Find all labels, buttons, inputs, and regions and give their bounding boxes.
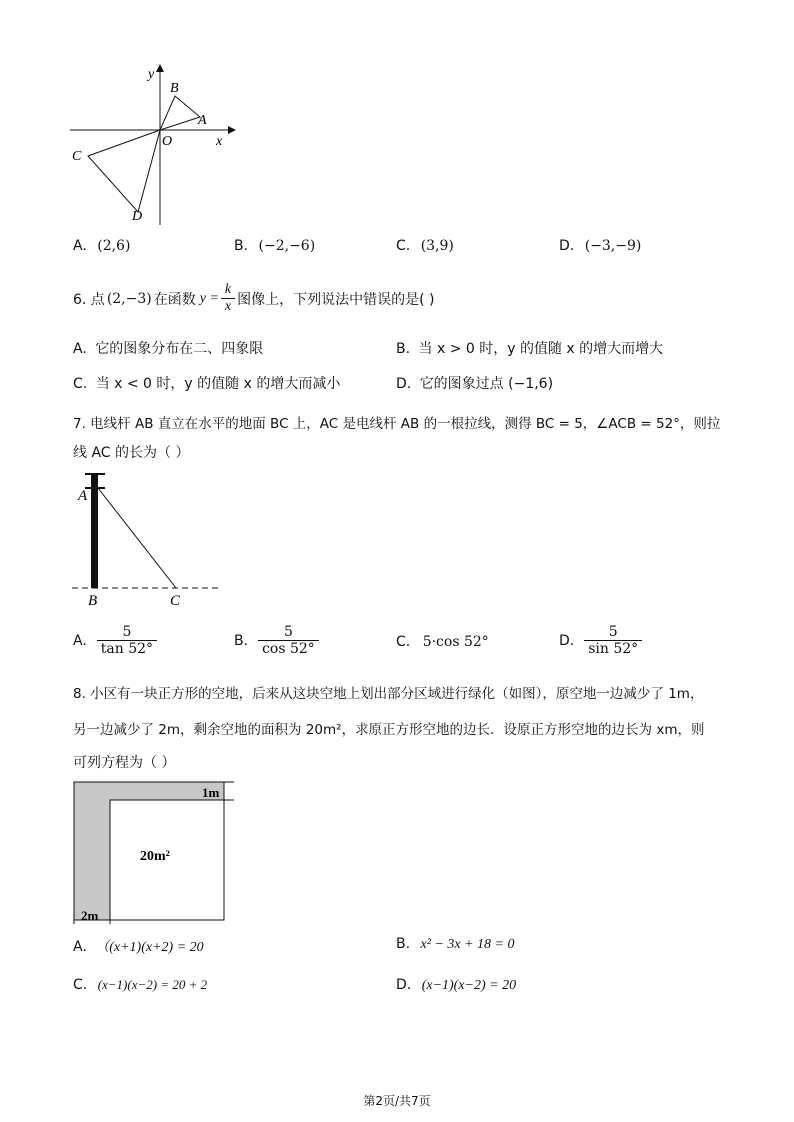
q6-stem bbox=[73, 282, 435, 315]
option-letter: B. bbox=[396, 936, 411, 952]
q5-option-d bbox=[559, 238, 641, 254]
q7-option-d bbox=[559, 624, 644, 657]
fig8-label-2m: 2m bbox=[81, 908, 99, 923]
q8-option-d bbox=[396, 977, 516, 994]
option-letter: B. bbox=[234, 632, 249, 649]
option-letter: A. bbox=[73, 238, 87, 254]
option-text: (x−1)(x−2) = 20 + 2 bbox=[97, 977, 208, 992]
q8-stem-line3: 可列方程为（ ） bbox=[73, 755, 176, 771]
option-letter: B. bbox=[234, 238, 249, 254]
option-letter: A. bbox=[73, 341, 87, 357]
q7-pole-figure bbox=[68, 468, 228, 610]
q6-func-den: x bbox=[221, 298, 235, 315]
q8-square-figure bbox=[68, 778, 236, 926]
option-text: 它的图象分布在二、四象限 bbox=[95, 341, 264, 357]
q7-option-b-fraction bbox=[258, 624, 319, 657]
option-text: (3,9) bbox=[420, 238, 454, 254]
fig5-label-d: D bbox=[132, 209, 143, 224]
fraction-numerator: 5 bbox=[122, 624, 132, 640]
q6-point: (2,−3) bbox=[106, 290, 152, 307]
q6-suffix: 图像上，下列说法中错误的是( ) bbox=[237, 291, 435, 308]
fraction-numerator: 5 bbox=[283, 624, 293, 640]
fig5-label-y: y bbox=[148, 67, 155, 82]
option-text: （(x+1)(x+2) = 20 bbox=[95, 940, 204, 955]
q8-option-b bbox=[396, 936, 514, 953]
q8-stem-line1: 8. 小区有一块正方形的空地，后来从这块空地上划出部分区域进行绿化（如图），原空地一边减少了 1m， bbox=[73, 686, 704, 702]
q7-option-a-fraction bbox=[97, 624, 157, 657]
fig7-label-c: C bbox=[170, 593, 181, 609]
q8-stem-line2: 另一边减少了 2m，剩余空地的面积为 20m²，求原正方形空地的边长．设原正方形空地的边长为 xm，则 bbox=[73, 722, 705, 738]
option-text: (−2,−6) bbox=[258, 238, 316, 254]
q6-fraction bbox=[221, 282, 235, 315]
option-letter: D. bbox=[396, 977, 412, 993]
q7-stem-line2: 线 AC 的长为（ ） bbox=[73, 445, 190, 461]
option-letter: D. bbox=[559, 632, 575, 649]
fraction-numerator: 5 bbox=[608, 624, 618, 640]
fig8-label-1m: 1m bbox=[202, 785, 220, 800]
fig5-label-o: O bbox=[162, 134, 173, 149]
fig5-label-c: C bbox=[72, 149, 82, 164]
q6-option-c bbox=[73, 373, 340, 393]
q5-coordinate-figure bbox=[60, 60, 240, 230]
q5-option-c bbox=[396, 238, 454, 254]
q6-option-b bbox=[396, 338, 663, 358]
q5-option-a bbox=[73, 238, 130, 254]
option-text: 5·cos 52° bbox=[422, 634, 489, 650]
fig5-label-x: x bbox=[216, 134, 223, 149]
q7-option-c bbox=[396, 634, 489, 650]
option-text: (x−1)(x−2) = 20 bbox=[421, 978, 517, 993]
q8-option-a bbox=[73, 936, 204, 956]
q8-option-c bbox=[73, 977, 207, 993]
fig5-label-a: A bbox=[198, 113, 207, 128]
q6-prefix: 6. 点 bbox=[73, 291, 105, 308]
q7-stem-line1: 7. 电线杆 AB 直立在水平的地面 BC 上，AC 是电线杆 AB 的一根拉线，测得 BC = 5，∠ACB = 52°，则拉 bbox=[73, 416, 721, 432]
q7-option-b bbox=[234, 624, 321, 657]
fraction-denominator: tan 52° bbox=[97, 640, 157, 657]
option-text: x² − 3x + 18 = 0 bbox=[420, 937, 515, 952]
option-letter: D. bbox=[396, 376, 412, 392]
q6-func-y: y = bbox=[199, 290, 219, 306]
option-letter: B. bbox=[396, 341, 411, 357]
q6-option-d bbox=[396, 373, 553, 393]
option-text: (−3,−9) bbox=[584, 238, 642, 254]
option-letter: D. bbox=[559, 238, 575, 254]
q6-func-num: k bbox=[224, 282, 232, 297]
option-letter: C. bbox=[73, 977, 88, 993]
option-text: (2,6) bbox=[97, 238, 131, 254]
fig5-label-b: B bbox=[170, 81, 179, 96]
option-letter: A. bbox=[73, 632, 87, 649]
option-text: 当 x > 0 时，y 的值随 x 的增大而增大 bbox=[418, 341, 664, 357]
option-letter: C. bbox=[396, 634, 411, 650]
fig7-label-b: B bbox=[88, 593, 98, 609]
q7-option-a bbox=[73, 624, 159, 657]
fig7-label-a: A bbox=[78, 488, 88, 504]
q5-option-b bbox=[234, 238, 315, 254]
q7-option-d-fraction bbox=[584, 624, 642, 657]
fig8-label-area: 20m² bbox=[140, 849, 170, 864]
option-letter: C. bbox=[396, 238, 411, 254]
fraction-denominator: sin 52° bbox=[584, 640, 642, 657]
option-letter: A. bbox=[73, 939, 87, 955]
option-letter: C. bbox=[73, 376, 88, 392]
option-text: 它的图象过点 (−1,6) bbox=[419, 376, 554, 392]
page-footer: 第2页/共7页 bbox=[363, 1094, 431, 1108]
q6-mid: 在函数 bbox=[153, 291, 196, 308]
fraction-denominator: cos 52° bbox=[258, 640, 319, 657]
q6-option-a bbox=[73, 338, 263, 358]
option-text: 当 x < 0 时，y 的值随 x 的增大而减小 bbox=[95, 376, 341, 392]
